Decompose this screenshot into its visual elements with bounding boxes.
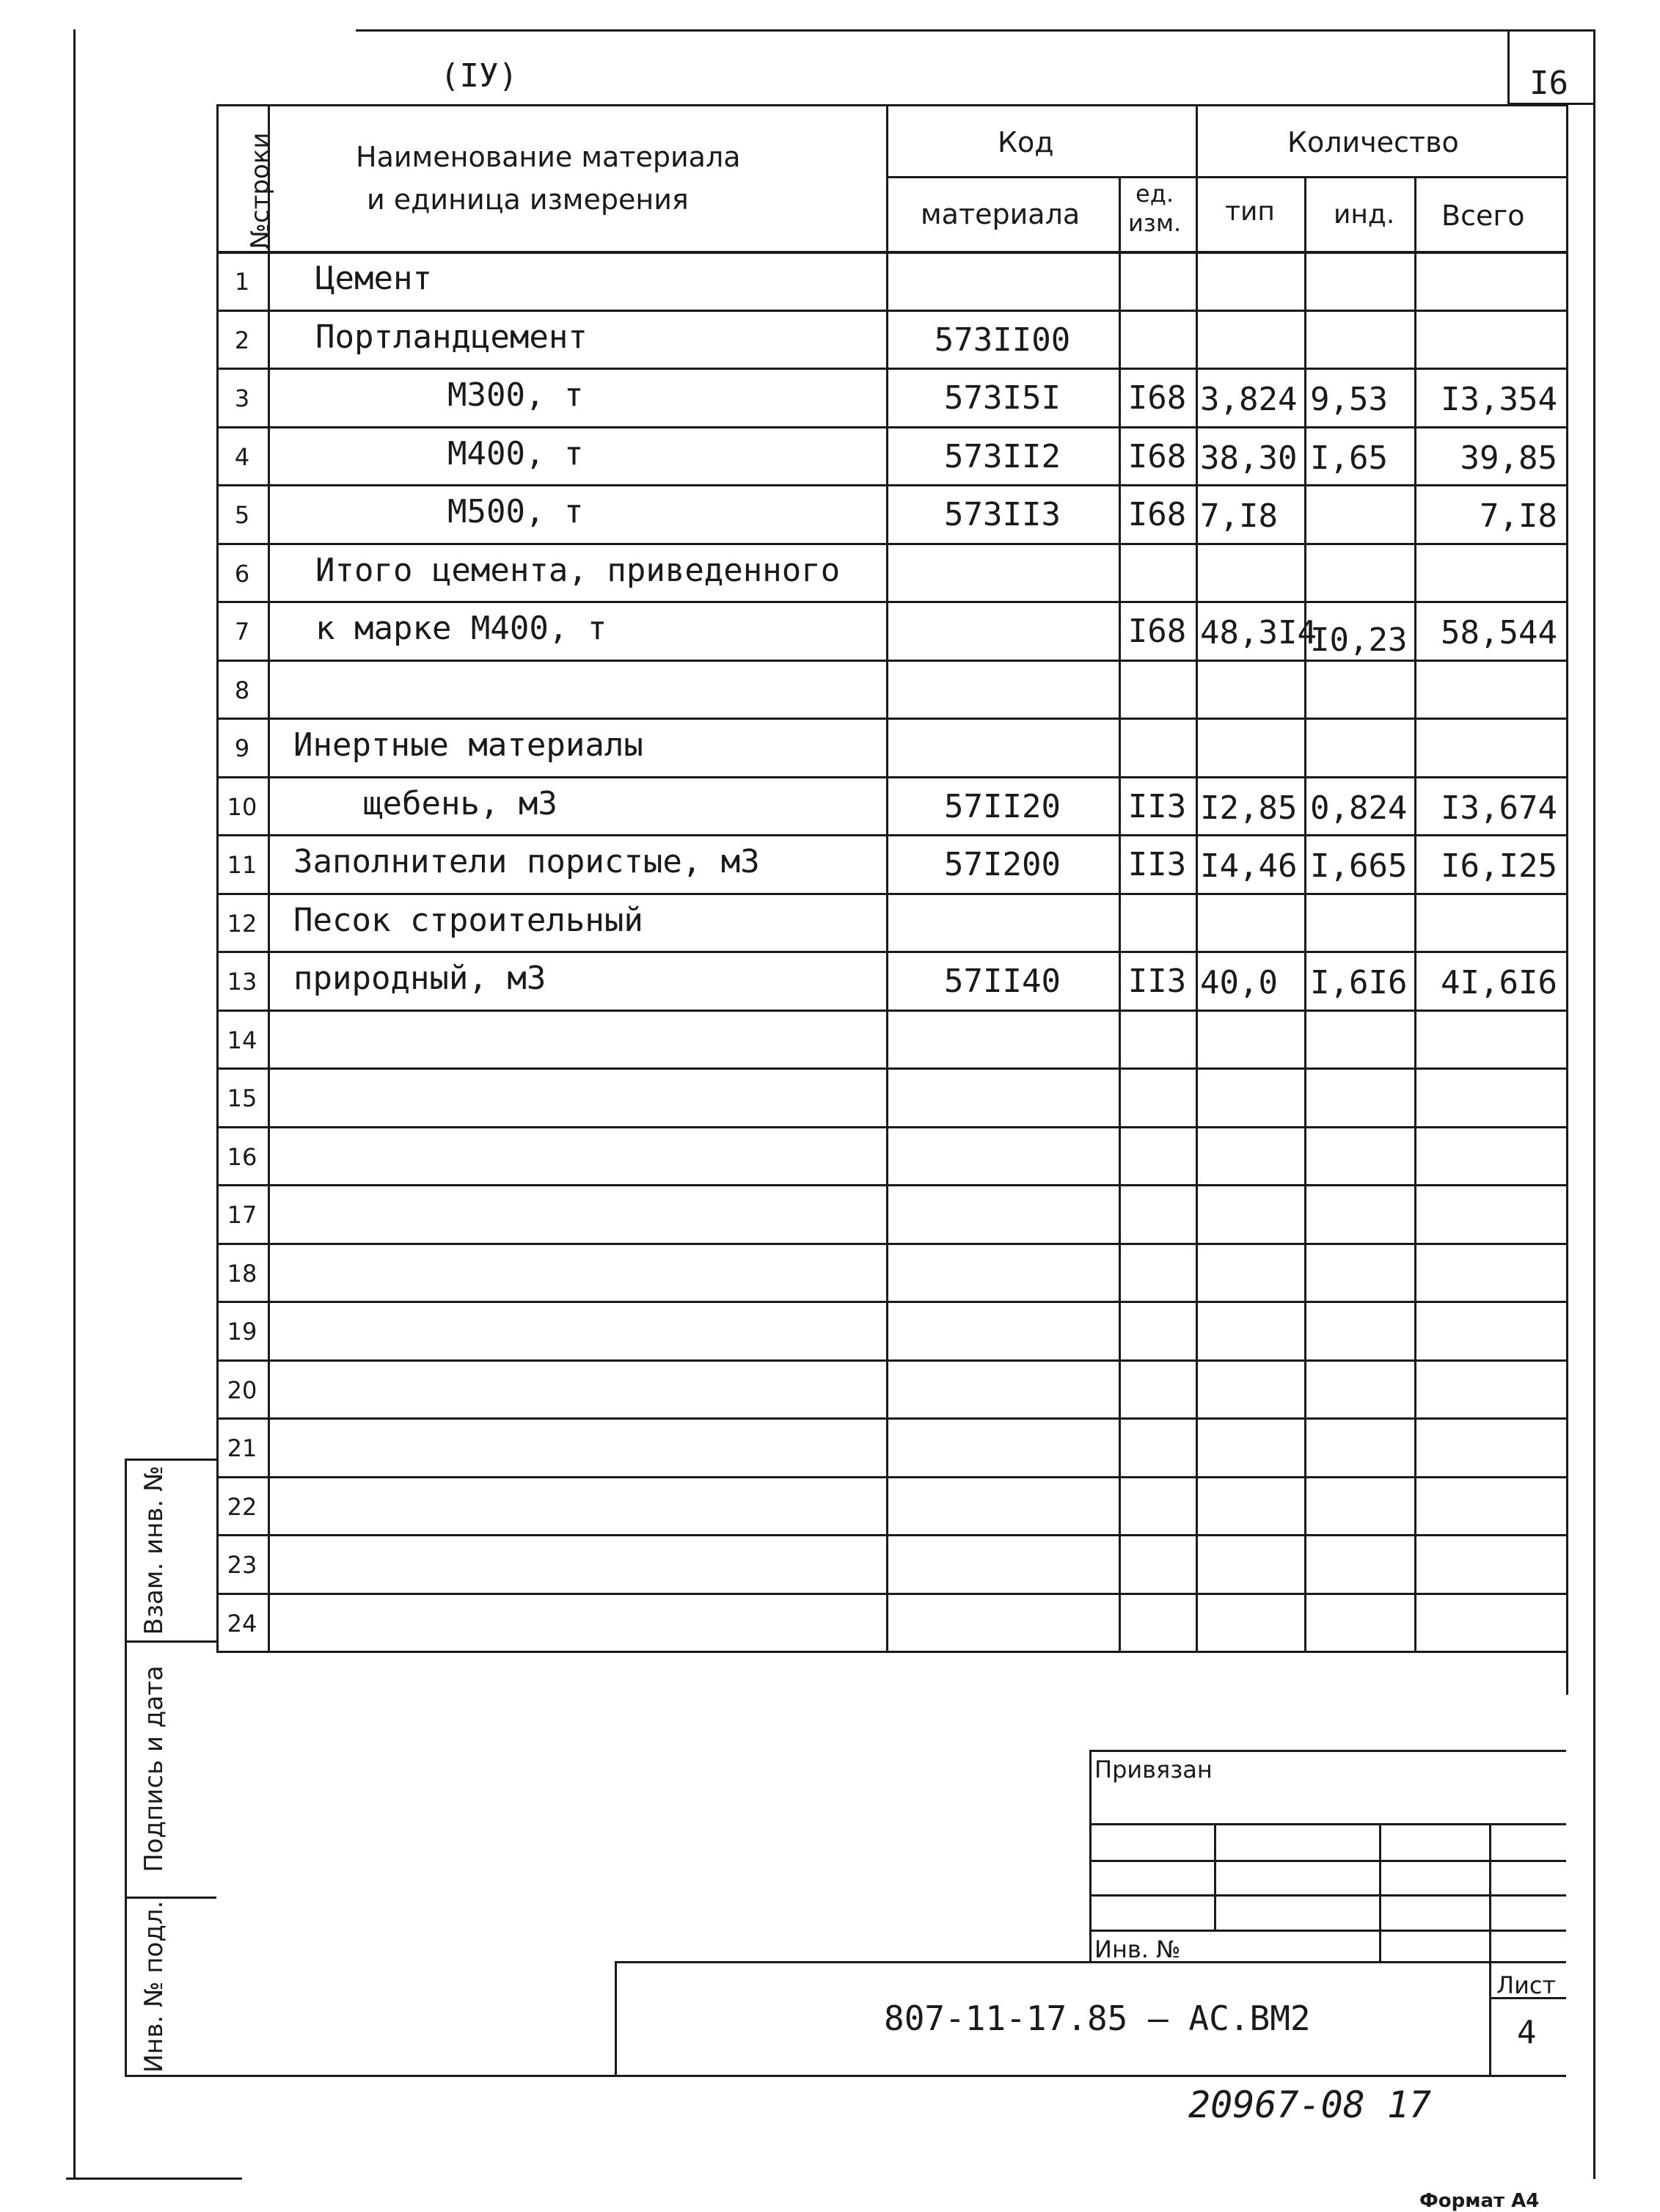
header-row-number: №строки [246, 132, 275, 249]
row-divider-line [216, 1067, 1568, 1070]
row-number: 14 [227, 1026, 257, 1054]
row-number: 5 [234, 501, 250, 529]
row-name: М500, т [447, 493, 584, 530]
sheet-label: Лист [1496, 1971, 1557, 1999]
row-number: 13 [227, 968, 257, 996]
header-qty-ind: инд. [1334, 200, 1395, 230]
row-name: Инертные материалы [293, 726, 643, 764]
row-divider-line [216, 1243, 1568, 1245]
row-number: 17 [227, 1201, 257, 1229]
row-name: Итого цемента, приведенного [315, 551, 841, 589]
row-code: 573II00 [934, 321, 1071, 359]
frame-left-line [73, 29, 76, 2179]
row-number: 12 [227, 909, 257, 938]
header-qty-total: Всего [1441, 200, 1525, 232]
section-label: (IУ) [440, 57, 518, 95]
header-unit-line1: ед. [1136, 180, 1174, 208]
row-divider-line [216, 1010, 1568, 1012]
row-divider-line [216, 1476, 1568, 1478]
row-divider-line [216, 1359, 1568, 1362]
header-bottom-line [216, 251, 1568, 254]
row-qty-ind: 9,53 [1310, 381, 1388, 418]
row-qty-total: 7,I8 [1480, 497, 1557, 535]
row-divider-line [216, 1534, 1568, 1536]
privyazan-label: Привязан [1094, 1756, 1213, 1784]
row-number: 7 [234, 618, 250, 646]
row-qty-ind: I,65 [1310, 439, 1388, 477]
row-number: 8 [234, 676, 250, 704]
tb-line-a [1089, 1823, 1566, 1825]
row-qty-tip: I2,85 [1200, 789, 1298, 827]
row-qty-total: 4I,6I6 [1441, 964, 1557, 1001]
row-number: 16 [227, 1142, 257, 1171]
row-qty-total: I3,354 [1441, 381, 1557, 418]
row-name: Заполнители пористые, м3 [293, 843, 760, 880]
tb-top-line [1089, 1750, 1566, 1752]
row-unit: II3 [1127, 787, 1187, 825]
tb-doc-left [615, 1961, 617, 2076]
frame-top-line [356, 29, 1595, 32]
row-number: 4 [234, 442, 250, 471]
row-divider-line [216, 543, 1568, 545]
col-qty-line [1196, 104, 1198, 1651]
header-qty-tip: тип [1225, 197, 1275, 227]
page-number: I6 [1529, 65, 1568, 102]
row-name: М400, т [447, 434, 584, 472]
row-number: 20 [227, 1376, 257, 1404]
row-divider-line [216, 951, 1568, 953]
sheet-number: 4 [1517, 2014, 1537, 2051]
row-name: к марке М400, т [315, 610, 607, 647]
stamp-vzam: Взам. инв. № [139, 1465, 169, 1635]
tb-vert-4 [1489, 1823, 1491, 2076]
archive-number: 20967-08 17 [1188, 2084, 1432, 2126]
row-number: 24 [227, 1609, 257, 1638]
row-divider-line [216, 1301, 1568, 1303]
row-divider-line [216, 718, 1568, 720]
row-qty-ind: I,6I6 [1310, 964, 1408, 1001]
row-qty-ind: I,665 [1310, 847, 1408, 885]
row-qty-total: I3,674 [1441, 789, 1557, 827]
col-ind-line [1304, 176, 1306, 1651]
row-number: 15 [227, 1084, 257, 1112]
tb-line-d [1089, 1930, 1566, 1932]
tb-line-b [1089, 1860, 1566, 1862]
row-divider-line [216, 1126, 1568, 1128]
row-divider-line [216, 368, 1568, 370]
row-unit: II3 [1127, 963, 1187, 1000]
row-divider-line [216, 601, 1568, 603]
row-number: 2 [234, 326, 250, 354]
page-number-box-left [1507, 29, 1510, 104]
row-unit: II3 [1127, 846, 1187, 883]
row-qty-tip: I4,46 [1200, 847, 1298, 885]
row-qty-tip: 38,30 [1200, 439, 1298, 477]
row-divider-line [216, 1417, 1568, 1420]
tb-vert-3 [1379, 1823, 1381, 1963]
row-divider-line [216, 1593, 1568, 1595]
tb-vert-2 [1214, 1823, 1216, 1931]
row-code: 57I200 [944, 846, 1061, 883]
col-right-line [1566, 104, 1568, 1695]
tb-line-c [1089, 1894, 1566, 1897]
row-number: 1 [234, 268, 250, 296]
frame-right-line [1593, 29, 1595, 2179]
row-code: 57II40 [944, 963, 1061, 1000]
row-qty-total: 39,85 [1460, 439, 1557, 477]
row-number: 6 [234, 559, 250, 588]
row-unit: I68 [1127, 496, 1187, 533]
row-unit: I68 [1127, 437, 1187, 475]
row-name: Портландцемент [315, 318, 588, 356]
row-number: 19 [227, 1318, 257, 1346]
row-divider-line [216, 310, 1568, 312]
row-code: 573II2 [944, 437, 1061, 475]
format-label: Формат А4 [1419, 2190, 1540, 2212]
stamp-inv-podl: Инв. № подл. [139, 1900, 169, 2073]
row-qty-ind: 0,824 [1310, 789, 1408, 827]
row-qty-ind: I0,23 [1310, 621, 1408, 659]
row-code: 573II3 [944, 496, 1061, 533]
stamp-podpis: Подпись и дата [139, 1665, 169, 1872]
row-name: Песок строительный [293, 901, 643, 939]
header-name-line2: и единица измерения [367, 183, 689, 216]
row-divider-line [216, 1651, 1568, 1653]
row-number: 3 [234, 384, 250, 412]
row-unit: I68 [1127, 613, 1187, 650]
col-number-line [268, 104, 270, 1651]
row-divider-line [216, 893, 1568, 895]
row-number: 18 [227, 1259, 257, 1288]
frame-bottom-line [66, 2178, 242, 2180]
row-divider-line [216, 1184, 1568, 1186]
header-mid-line [886, 176, 1568, 178]
inv-no-label: Инв. № [1094, 1935, 1181, 1963]
document-code: 807-11-17.85 — АС.ВМ2 [884, 1999, 1311, 2038]
row-name: М300, т [447, 376, 584, 414]
row-code: 57II20 [944, 787, 1061, 825]
row-divider-line [216, 834, 1568, 836]
header-name-line1: Наименование материала [356, 141, 741, 173]
row-unit: I68 [1127, 379, 1187, 417]
tb-doc-top [615, 1961, 1566, 1963]
row-divider-line [216, 426, 1568, 428]
stamp-left-line [125, 1459, 127, 2076]
row-qty-total: I6,I25 [1441, 847, 1557, 885]
row-qty-total: 58,544 [1441, 614, 1557, 651]
row-number: 22 [227, 1492, 257, 1521]
row-name: природный, м3 [293, 960, 546, 997]
row-qty-tip: 40,0 [1200, 964, 1278, 1001]
header-code-material: материала [921, 198, 1081, 230]
row-number: 10 [227, 792, 257, 821]
row-qty-tip: 7,I8 [1200, 497, 1278, 535]
row-divider-line [216, 776, 1568, 778]
header-quantity-group: Количество [1287, 126, 1459, 158]
row-qty-tip: 48,3I4 [1200, 614, 1317, 651]
row-name: щебень, м3 [363, 784, 557, 822]
row-number: 21 [227, 1434, 257, 1462]
header-code-group: Код [998, 126, 1054, 158]
row-number: 23 [227, 1551, 257, 1579]
row-name: Цемент [315, 260, 432, 297]
stamp-bottom-line [125, 2075, 1566, 2077]
row-number: 11 [227, 851, 257, 879]
row-divider-line [216, 660, 1568, 662]
row-number: 9 [234, 734, 250, 762]
row-qty-tip: 3,824 [1200, 381, 1298, 418]
row-code: 573I5I [944, 379, 1061, 417]
table-top-line [216, 104, 1568, 106]
header-unit-line2: изм. [1128, 209, 1182, 237]
row-divider-line [216, 484, 1568, 486]
